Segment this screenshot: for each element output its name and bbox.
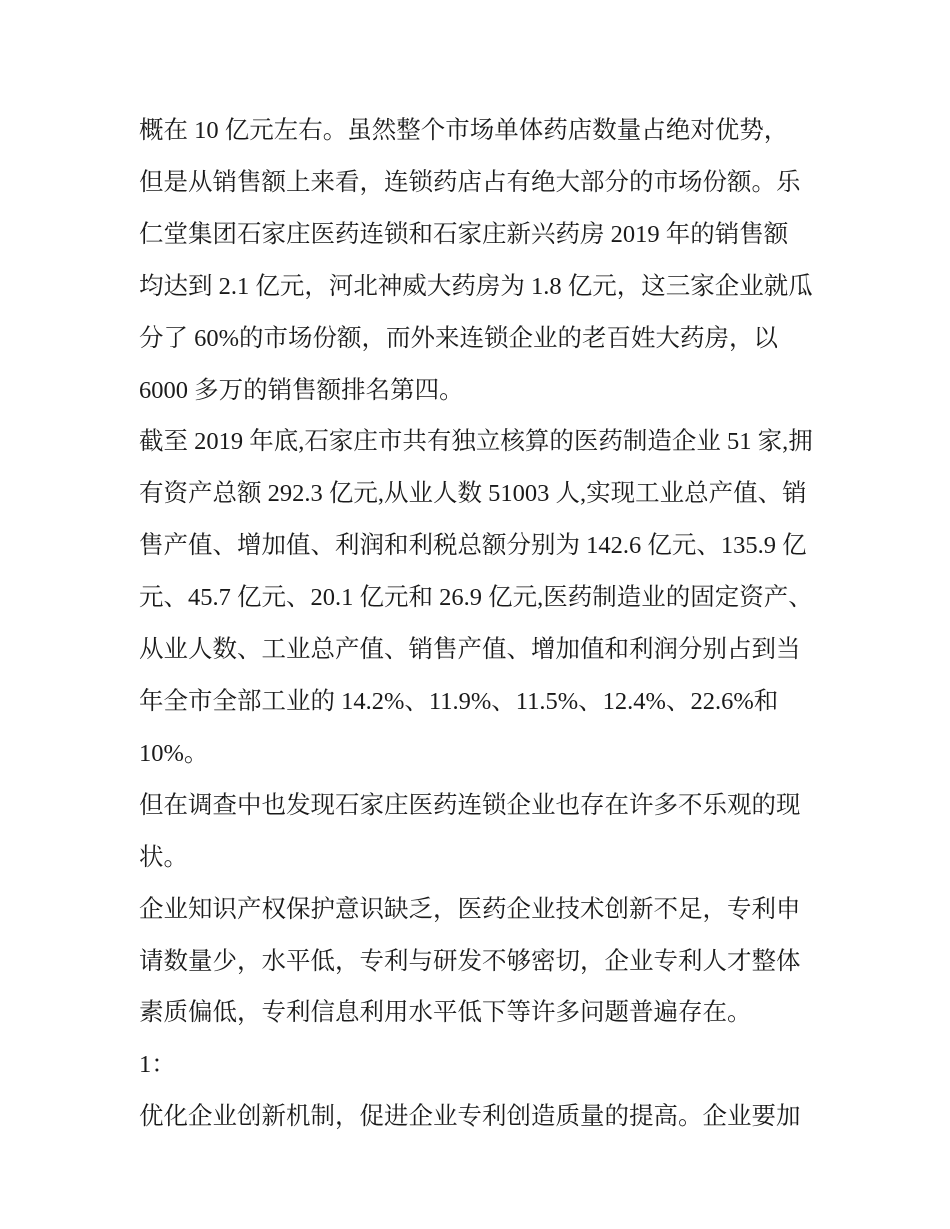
text-line: 有资产总额 292.3 亿元,从业人数 51003 人,实现工业总产值、销 <box>139 480 807 508</box>
text-line: 状。 <box>139 843 188 871</box>
text-line: 售产值、增加值、利润和利税总额分别为 142.6 亿元、135.9 亿 <box>139 532 807 560</box>
text-line: 企业知识产权保护意识缺乏，医药企业技术创新不足，专利申 <box>139 895 801 923</box>
text-line: 均达到 2.1 亿元，河北神威大药房为 1.8 亿元，这三家企业就瓜 <box>139 272 813 300</box>
document-body <box>139 105 829 1143</box>
text-line: 分了 60%的市场份额，而外来连锁企业的老百姓大药房，以 <box>139 324 779 352</box>
list-marker: 1： <box>139 1051 176 1079</box>
text-line: 请数量少，水平低，专利与研发不够密切，企业专利人才整体 <box>139 947 801 975</box>
text-line: 10%。 <box>139 739 209 767</box>
text-line: 但是从销售额上来看，连锁药店占有绝大部分的市场份额。乐 <box>139 168 801 196</box>
text-line: 但在调查中也发现石家庄医药连锁企业也存在许多不乐观的现 <box>139 791 801 819</box>
text-line: 截至 2019 年底,石家庄市共有独立核算的医药制造企业 51 家,拥 <box>139 428 813 456</box>
text-line: 优化企业创新机制，促进企业专利创造质量的提高。企业要加 <box>139 1103 801 1131</box>
text-line: 元、45.7 亿元、20.1 亿元和 26.9 亿元,医药制造业的固定资产、 <box>139 584 813 612</box>
text-line: 概在 10 亿元左右。虽然整个市场单体药店数量占绝对优势， <box>139 117 789 144</box>
text-line: 从业人数、工业总产值、销售产值、增加值和利润分别占到当 <box>139 636 801 664</box>
text-line: 仁堂集团石家庄医药连锁和石家庄新兴药房 2019 年的销售额 <box>139 220 789 248</box>
text-line: 6000 多万的销售额排名第四。 <box>139 376 464 404</box>
text-line: 素质偏低，专利信息利用水平低下等许多问题普遍存在。 <box>139 999 752 1027</box>
text-line: 年全市全部工业的 14.2%、11.9%、11.5%、12.4%、22.6%和 <box>139 687 779 715</box>
